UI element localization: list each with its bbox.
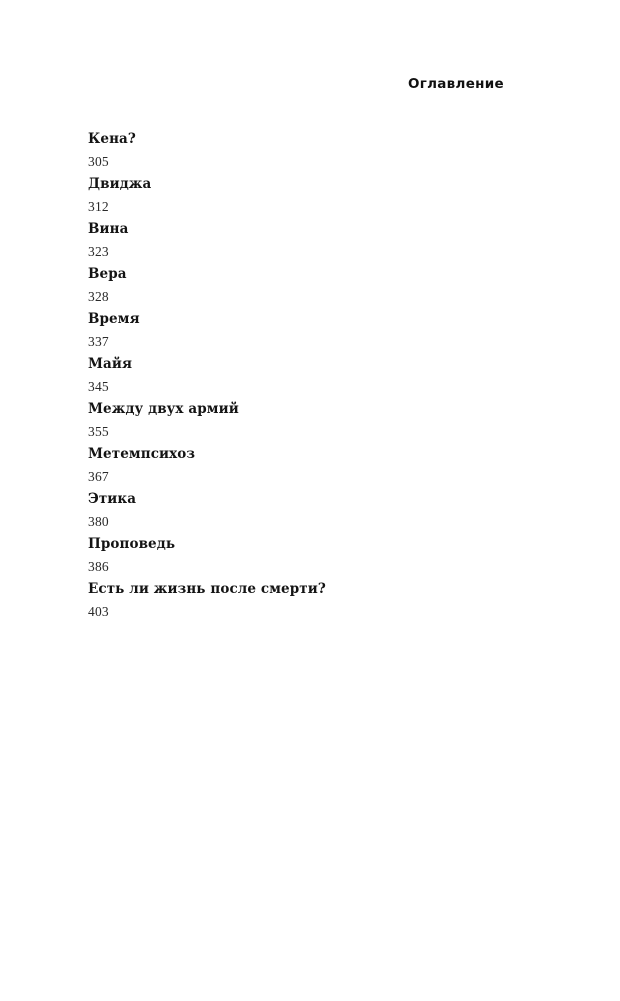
toc-entry-title: Есть ли жизнь после смерти? bbox=[88, 581, 326, 597]
toc-entry-page: 367 bbox=[88, 468, 109, 484]
toc-entry-title: Вера bbox=[88, 266, 127, 282]
toc-entry-title: Кена? bbox=[88, 131, 136, 147]
toc-entry-page: 386 bbox=[88, 558, 109, 574]
toc-entry-title: Проповедь bbox=[88, 536, 176, 552]
toc-entry-title: Вина bbox=[88, 221, 129, 237]
table-of-contents bbox=[88, 128, 560, 623]
toc-entry-page: 328 bbox=[88, 288, 109, 304]
toc-entry-page: 380 bbox=[88, 513, 109, 529]
list-item bbox=[88, 398, 560, 443]
toc-entry-page: 355 bbox=[88, 423, 109, 439]
list-item bbox=[88, 488, 560, 533]
list-item bbox=[88, 263, 560, 308]
toc-entry-title: Метемпсихоз bbox=[88, 446, 196, 462]
list-item bbox=[88, 578, 560, 623]
toc-entry-page: 305 bbox=[88, 153, 109, 169]
list-item bbox=[88, 308, 560, 353]
toc-entry-title: Между двух армий bbox=[88, 401, 239, 417]
toc-entry-title: Этика bbox=[88, 491, 137, 507]
toc-entry-title: Время bbox=[88, 311, 140, 327]
list-item bbox=[88, 353, 560, 398]
toc-entry-page: 403 bbox=[88, 603, 109, 619]
toc-entry-title: Майя bbox=[88, 356, 133, 372]
list-item bbox=[88, 128, 560, 173]
list-item bbox=[88, 173, 560, 218]
list-item bbox=[88, 218, 560, 263]
list-item bbox=[88, 443, 560, 488]
toc-entry-title: Двиджа bbox=[88, 176, 152, 192]
toc-entry-page: 345 bbox=[88, 378, 109, 394]
list-item bbox=[88, 533, 560, 578]
toc-entry-page: 337 bbox=[88, 333, 109, 349]
toc-entry-page: 312 bbox=[88, 198, 109, 214]
toc-entry-page: 323 bbox=[88, 243, 109, 259]
running-head: Оглавление bbox=[407, 76, 504, 92]
